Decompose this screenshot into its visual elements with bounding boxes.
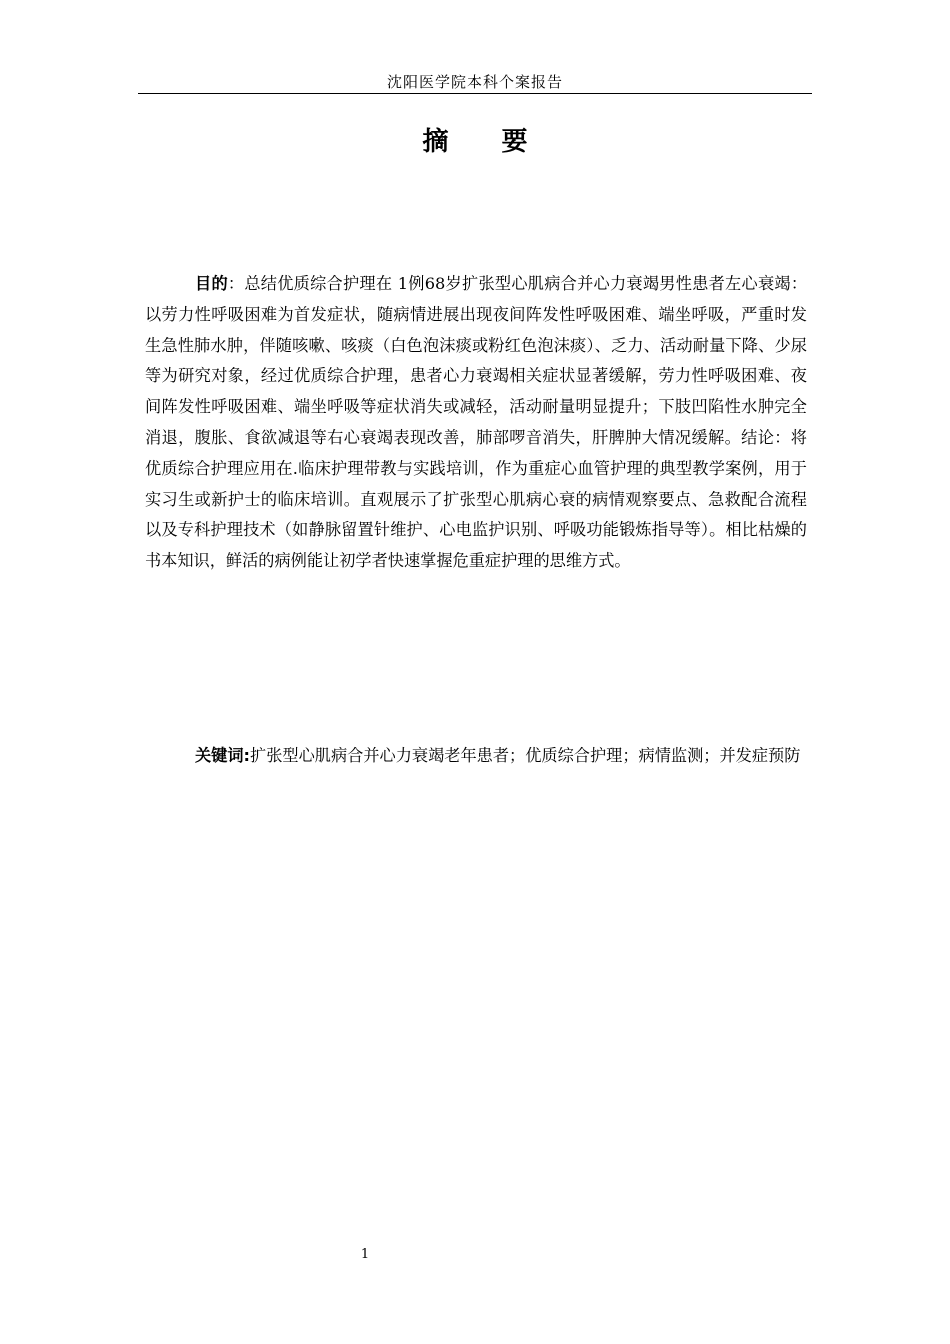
- running-header: 沈阳医学院本科个案报告: [386, 73, 563, 91]
- keywords-lead-label: 关键词:: [195, 746, 251, 765]
- abstract-body: 总结优质综合护理在 1例68岁扩张型心肌病合并心力衰竭男性患者左心衰竭：以劳力性呼吸困难为首发症状，随病情进展出现夜间阵发性呼吸困难、端坐呼吸，严重时发生急性肺水肿，伴随咳嗽、咳痰（白色泡沫痰或粉红色泡沫痰）、乏力、活动耐量下降、少尿等为研究对象，经过优质综合护理，患者心力衰竭相关症状显著缓解，劳力性呼吸困难、夜间阵发性呼吸困难、端坐呼吸等症状消失或减轻，活动耐量明显提升；下肢凹陷性水肿完全消退，腹胀、食欲减退等右心衰竭表现改善，肺部啰音消失，肝脾肿大情况缓解。结论：将优质综合护理应用在.临床护理带教与实践培训，作为重症心血管护理的典型教学案例，用于实习生或新护士的临床培训。直观展示了扩张型心肌病心衰的病情观察要点、急救配合流程以及专科护理技术（如静脉留置针维护、心电监护识别、呼吸功能锻炼指导等）。相比枯燥的书本知识，鲜活的病例能让初学者快速掌握危重症护理的思维方式。: [145, 274, 808, 571]
- abstract-colon: ：: [227, 274, 245, 293]
- keywords-paragraph: [145, 741, 807, 772]
- page-title: 摘 要: [422, 127, 550, 157]
- abstract-paragraph: [145, 269, 807, 577]
- page-number: 1: [360, 1247, 370, 1262]
- keywords-body: 扩张型心肌病合并心力衰竭老年患者；优质综合护理；病情监测；并发症预防: [250, 746, 801, 765]
- header-divider: [138, 93, 812, 94]
- abstract-lead-label: 目的: [195, 274, 228, 293]
